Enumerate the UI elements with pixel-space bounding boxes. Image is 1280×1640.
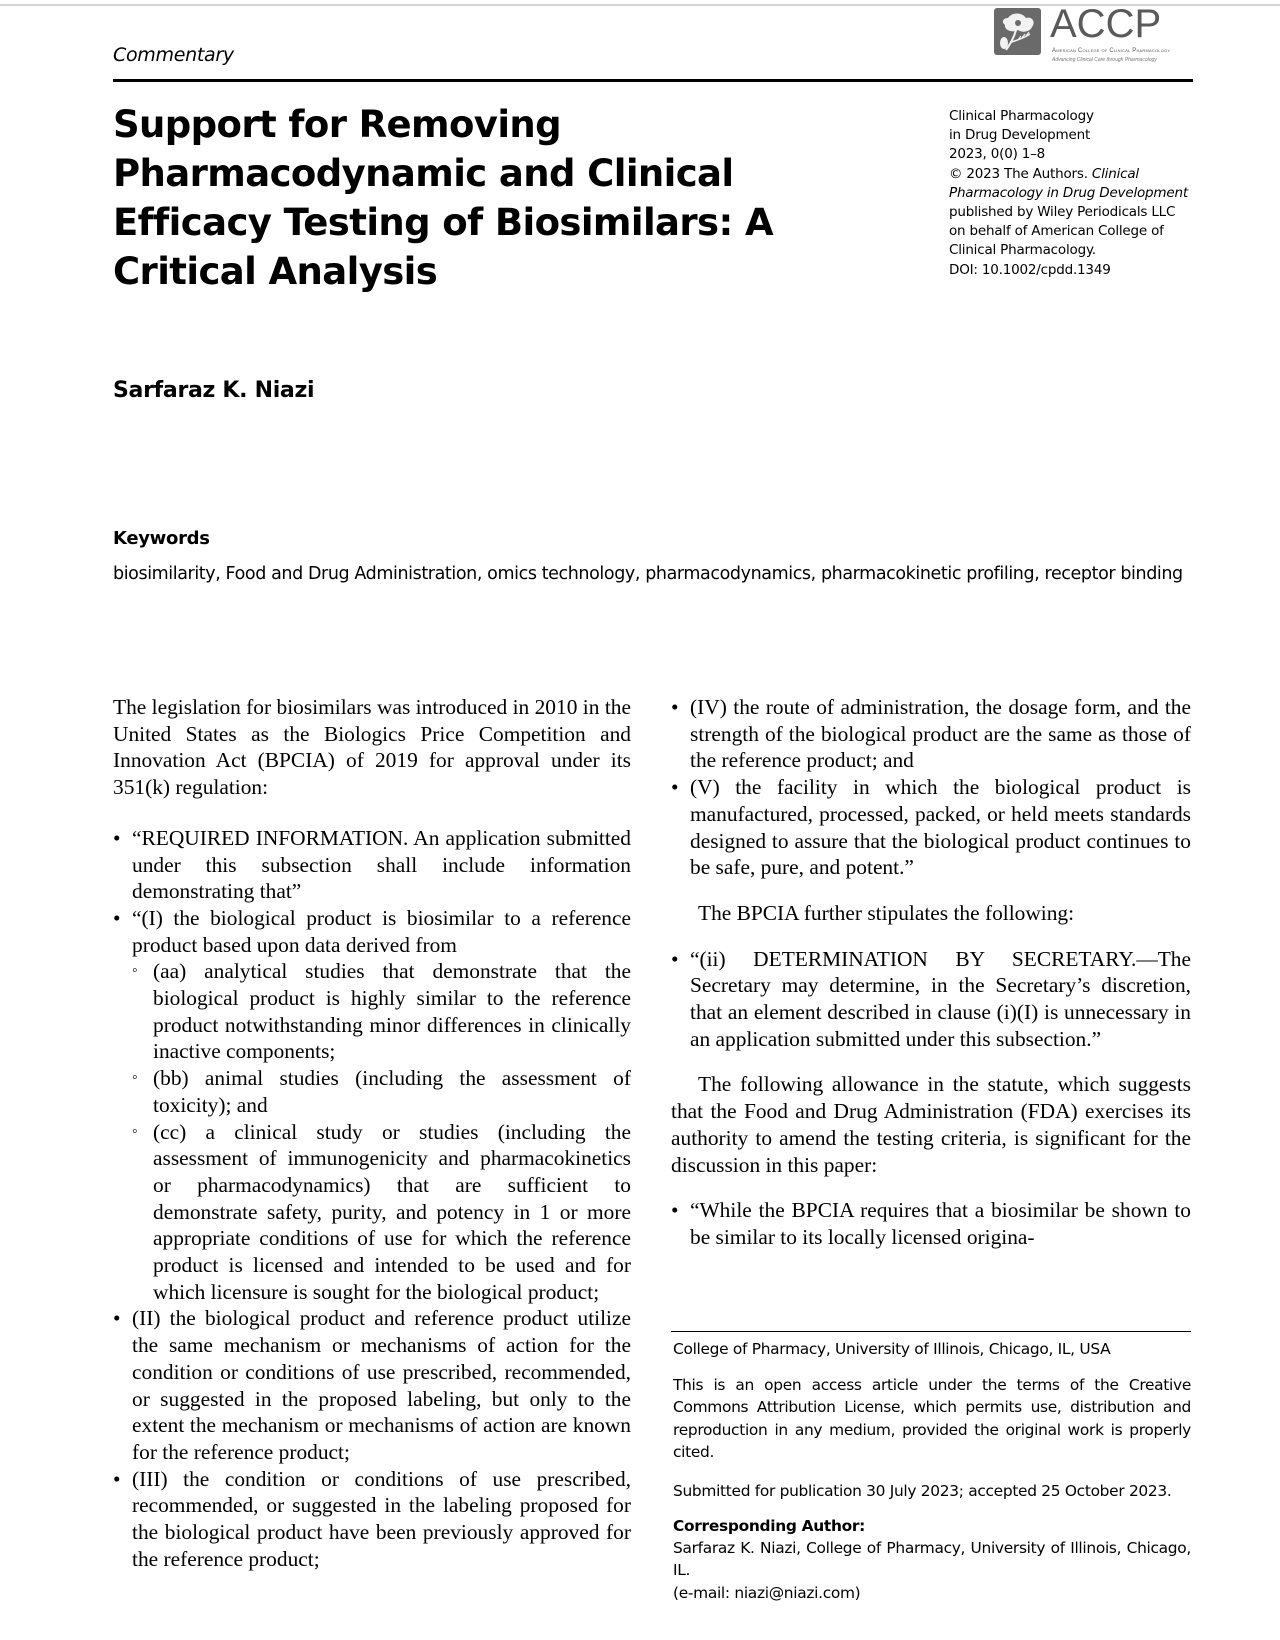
affiliation: College of Pharmacy, University of Illinois, Chicago, IL, USA	[673, 1340, 1111, 1358]
flower-logo-icon	[994, 8, 1041, 55]
list-item: • “REQUIRED INFORMATION. An application submitted under this subsection shall include information demonstrating that”	[113, 825, 631, 905]
list-item: • “(ii) DETERMINATION BY SECRETARY.—The Secretary may determine, in the Secretary’s discretion, that an element described in clause (i)(I) is unnecessary in an application submitted under this subsection.”	[671, 946, 1191, 1053]
keywords-heading: Keywords	[113, 528, 210, 549]
intro-paragraph: The legislation for biosimilars was introduced in 2010 in the United States as the Biologics Price Competition and Innovation Act (BPCIA) of 2019 for approval under its 351(k) regulation:	[113, 695, 631, 800]
required-info-list	[113, 825, 631, 1573]
publisher-line: published by Wiley Periodicals LLC	[949, 204, 1176, 221]
sub-list-item: ◦ (cc) a clinical study or studies (including the assessment of immunogenicity and pharmacokinetics or pharmacodynamics) that are sufficient to demonstrate safety, purity, and potency in 1 or more appropriate conditions of use for which the reference product is licensed and intended to be used and for which licensure is sought for the biological product;	[132, 1119, 631, 1306]
list-item: • “While the BPCIA requires that a biosimilar be shown to be similar to its locally licensed origina-	[671, 1197, 1191, 1250]
required-info-list-continued	[671, 694, 1191, 881]
society-line: Clinical Pharmacology.	[949, 242, 1096, 259]
copyright-prefix: © 2023 The Authors.	[949, 165, 1092, 182]
logo-subtitle: American College of Clinical Pharmacology	[1052, 48, 1171, 54]
determination-list	[671, 946, 1191, 1053]
journal-name-line1: Clinical Pharmacology	[949, 108, 1094, 124]
corresponding-author-details	[673, 1537, 1191, 1604]
journal-name-line2: in Drug Development	[949, 127, 1091, 144]
list-item: • (IV) the route of administration, the dosage form, and the strength of the biological product are the same as those of the reference product; and	[671, 694, 1191, 774]
keywords-list: biosimilarity, Food and Drug Administration, omics technology, pharmacodynamics, pharmacokinetic profiling, receptor binding	[113, 564, 1183, 584]
list-item-text: “(I) the biological product is biosimilar to a reference product based upon data derived from	[132, 905, 631, 957]
open-access-notice: This is an open access article under the terms of the Creative Commons Attribution License, which permits use, distribution and reproduction in any medium, provided the original work is properly cited.	[673, 1376, 1191, 1462]
sub-list-item: ◦ (aa) analytical studies that demonstrate that the biological product is highly similar to the reference product notwithstanding minor differences in clinically inactive components;	[132, 958, 631, 1065]
logo-text: ACCP	[1050, 2, 1162, 46]
list-item: • (III) the condition or conditions of use prescribed, recommended, or suggested in the labeling proposed for the biological product have been previously approved for the reference product;	[113, 1466, 631, 1573]
list-item: • (II) the biological product and reference product utilize the same mechanism or mechanisms of action for the condition or conditions of use prescribed, recommended, or suggested in the proposed labeling, but only to the extent the mechanism or mechanisms of action are known for the reference product;	[113, 1305, 631, 1465]
corresponding-author-email[interactable]: (e-mail: niazi@niazi.com)	[673, 1583, 861, 1602]
header-rule	[113, 79, 1193, 82]
paragraph: The BPCIA further stipulates the following:	[698, 900, 1075, 925]
journal-info	[949, 107, 1209, 280]
list-item: • (V) the facility in which the biological product is manufactured, processed, packed, or held meets standards designed to assure that the biological product continues to be safe, pure, and potent.”	[671, 774, 1191, 881]
journal-volume: 2023, 0(0) 1–8	[949, 146, 1046, 163]
list-item	[113, 905, 631, 1306]
copyright-line	[949, 165, 1209, 184]
copyright-journal-italic: Clinical	[1091, 165, 1139, 182]
behalf-line: on behalf of American College of	[949, 223, 1164, 240]
body-column-left	[113, 694, 631, 1573]
corresponding-author-address: Sarfaraz K. Niazi, College of Pharmacy, University of Illinois, Chicago, IL.	[673, 1539, 1191, 1580]
accp-logo	[994, 2, 1194, 66]
body-column-right	[671, 694, 1191, 1251]
corresponding-author-label: Corresponding Author:	[673, 1517, 866, 1535]
copyright-journal-italic-2: Pharmacology in Drug Development	[949, 184, 1188, 201]
footnote-rule	[671, 1331, 1191, 1332]
allowance-list	[671, 1197, 1191, 1250]
paragraph: The following allowance in the statute, which suggests that the Food and Drug Administration (FDA) exercises its authority to amend the testing criteria, is significant for the discussion in this paper:	[671, 1072, 1191, 1177]
submission-dates: Submitted for publication 30 July 2023; accepted 25 October 2023.	[673, 1482, 1172, 1500]
sub-list-item: ◦ (bb) animal studies (including the assessment of toxicity); and	[132, 1065, 631, 1118]
section-label: Commentary	[113, 44, 234, 66]
sub-list	[132, 958, 631, 1305]
doi-link[interactable]: DOI: 10.1002/cpdd.1349	[949, 261, 1111, 278]
logo-tagline: Advancing Clinical Care through Pharmacology	[1052, 57, 1157, 63]
article-title: Support for Removing Pharmacodynamic and Clinical Efficacy Testing of Biosimilars: A Critical Analysis	[113, 103, 773, 293]
author-name: Sarfaraz K. Niazi	[113, 378, 315, 403]
